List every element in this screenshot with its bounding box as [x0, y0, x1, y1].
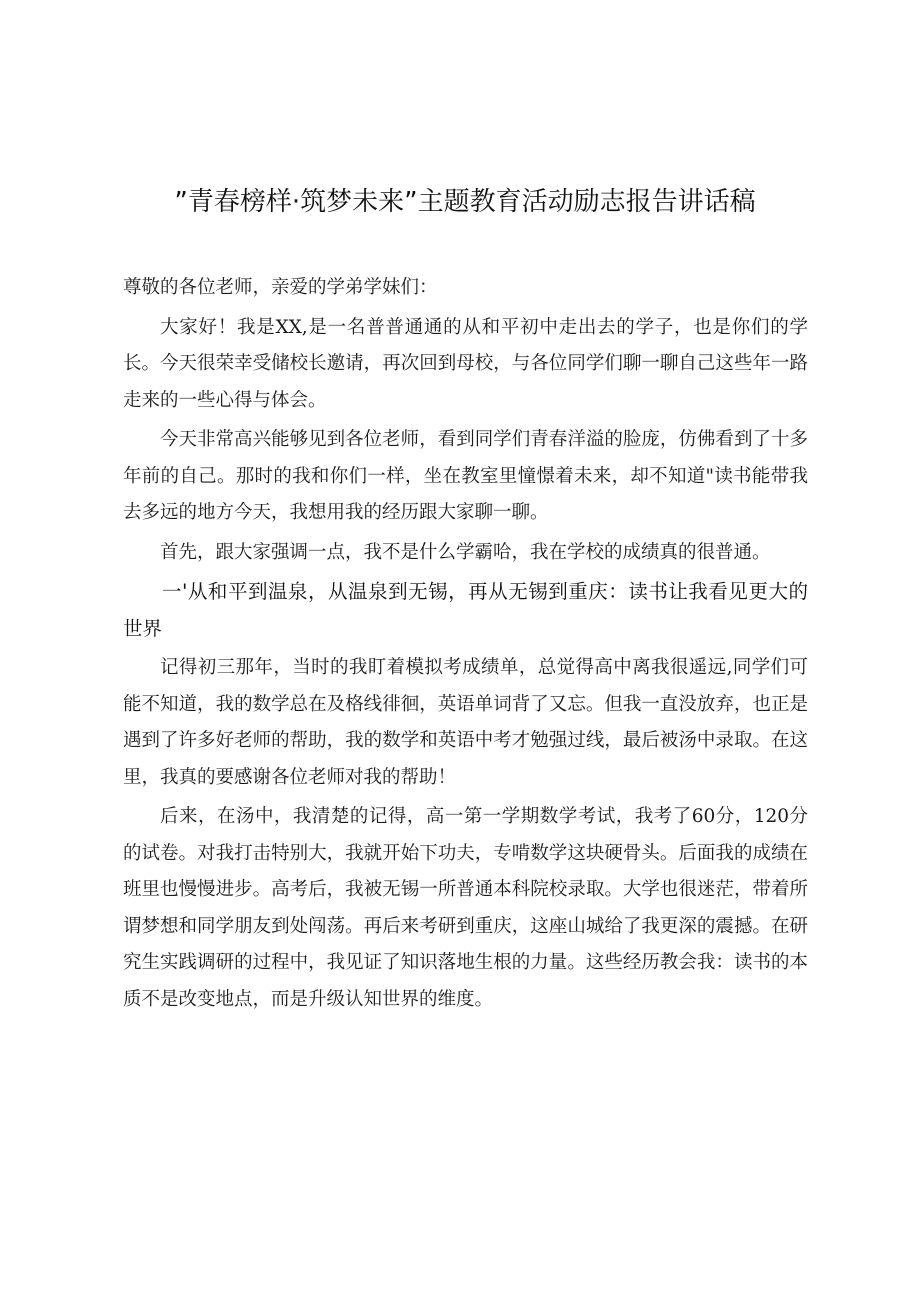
document-body [123, 270, 808, 1021]
paragraph-high-school: 后来，在汤中，我清楚的记得，高一第一学期数学考试，我考了60分，120分的试卷。对我打击特别大，我就开始下功夫，专啃数学这块硬骨头。后面我的成绩在班里也慢慢进步。高考后，我被无锡一所普通本科院校录取。大学也很迷茫，带着所谓梦想和同学朋友到处闯荡。再后来考研到重庆，这座山城给了我更深的震撼。在研究生实践调研的过程中，我见证了知识落地生根的力量。这些经历教会我：读书的本质不是改变地点，而是升级认知世界的维度。 [123, 806, 808, 1010]
document-title: ”青春榜样·筑梦未来”主题教育活动励志报告讲话稿 [174, 187, 756, 217]
paragraph-greeting: 大家好！我是XX,是一名普普通通的从和平初中走出去的学子，也是你们的学长。今天很荣幸受储校长邀请，再次回到母校，与各位同学们聊一聊自己这些年一路走来的一些心得与体会。 [123, 316, 808, 411]
paragraph-emphasis: 首先，跟大家强调一点，我不是什么学霸哈，我在学校的成绩真的很普通。 [160, 541, 771, 563]
salutation: 尊敬的各位老师，亲爱的学弟学妹们： [123, 277, 438, 298]
paragraph-junior-high: 记得初三那年，当时的我盯着模拟考成绩单，总觉得高中离我很遥远,同学们可能不知道，我的数学总在及格线徘徊，英语单词背了又忘。但我一直没放弃，也正是遇到了许多好老师的帮助，我的数学和英语中考才勉强过线，最后被汤中录取。在这里，我真的要感谢各位老师对我的帮助！ [123, 657, 808, 788]
paragraph-recollection: 今天非常高兴能够见到各位老师，看到同学们青春洋溢的脸庞，仿佛看到了十多年前的自己。那时的我和你们一样，坐在教室里憧憬着未来，却不知道"读书能带我去多远的地方今天，我想用我的经历跟大家聊一聊。 [123, 429, 808, 523]
section-heading: 一'从和平到温泉，从温泉到无锡，再从无锡到重庆：读书让我看见更大的世界 [123, 580, 808, 640]
